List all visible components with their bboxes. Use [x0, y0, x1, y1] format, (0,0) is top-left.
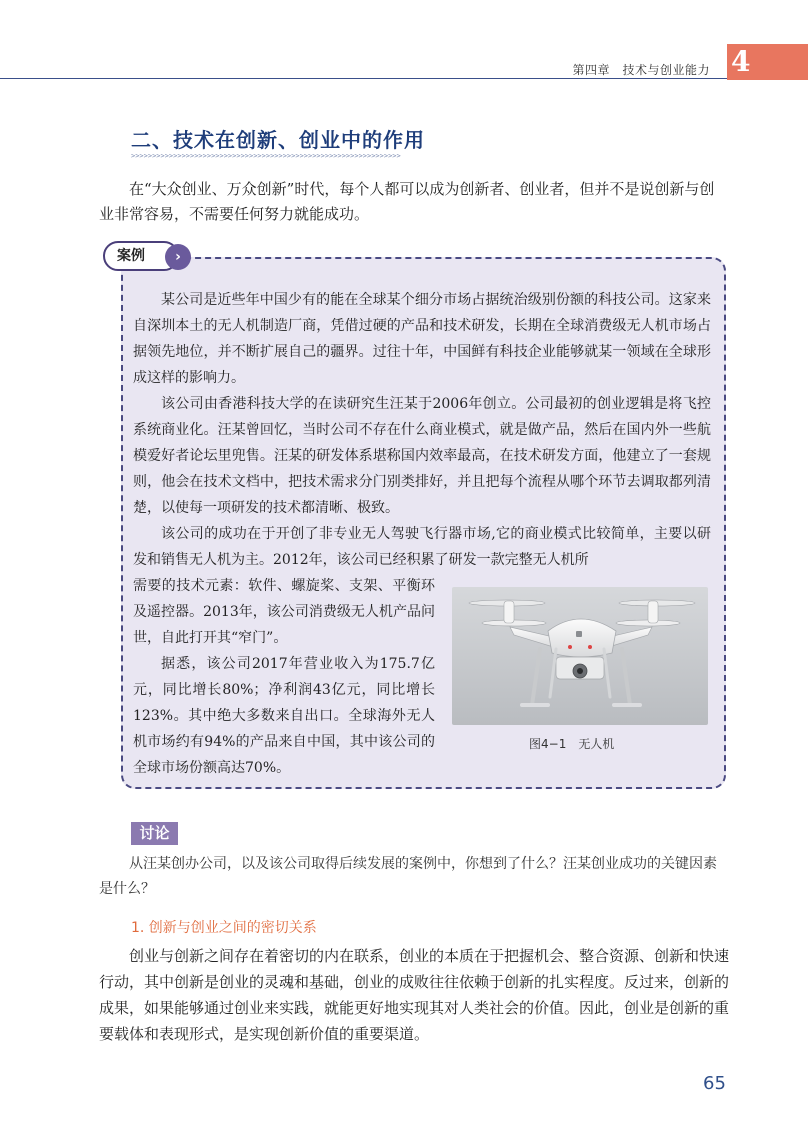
intro-paragraph: 在“大众创业、万众创新”时代，每个人都可以成为创新者、创业者，但并不是说创新与创业非常容易，不需要任何努力就能成功。: [99, 180, 715, 223]
drone-photo: [452, 587, 708, 725]
subsection-heading: 1. 创新与创业之间的密切关系: [131, 920, 317, 936]
figure-caption: 图4−1 无人机: [529, 737, 615, 751]
case-paragraph: 该公司由香港科技大学的在读研究生汪某于2006年创立。公司最初的创业逻辑是将飞控系统商业化。汪某曾回忆，当时公司不存在什么商业模式，就是做产品，然后在国内外一些航模爱好者论坛里兜售。汪某的研发体系堪称国内效率最高，在技术研发方面，他建立了一套规则，他会在技术文档中，把技术需求分门别类排好，并且把每个流程从哪个环节去调取都列清楚，以使每一项研发的技术都清晰、极致。: [133, 396, 711, 516]
title-underline-decor: >>>>>>>>>>>>>>>>>>>>>>>>>>>>>>>>>>>>>>>>>>>>>>>>>>>>>>>>>>>>>>>>: [131, 152, 401, 160]
subsection-text: 创业与创新之间存在着密切的内在联系，创业的本质在于把握机会、整合资源、创新和快速行动，其中创新是创业的灵魂和基础，创业的成败往往依赖于创新的扎实程度。反过来，创新的成果，如果能够通过创业来实践，就能更好地实现其对人类社会的价值。因此，创业是创新的重要载体和表现形式，是实现创新价值的重要渠道。: [99, 947, 730, 1043]
case-tag: [103, 241, 191, 275]
chapter-number-tab: 4: [727, 44, 808, 80]
page-number: 65: [703, 1073, 726, 1094]
case-paragraph: 需要的技术元素：软件、螺旋桨、支架、平衡环及遥控器。2013年，该公司消费级无人机产品问世，自此打开其“窄门”。: [133, 578, 435, 646]
chevron-right-icon: ›: [165, 244, 191, 270]
running-header: 第四章 技术与创业能力: [572, 63, 710, 77]
case-tag-label: 案例: [117, 248, 145, 264]
discussion-text: 从汪某创办公司，以及该公司取得后续发展的案例中，你想到了什么？汪某创业成功的关键因素是什么？: [99, 856, 717, 897]
discussion-tag: 讨论: [131, 822, 178, 845]
section-title: 二、技术在创新、创业中的作用: [131, 128, 425, 152]
case-paragraph: 该公司的成功在于开创了非专业无人驾驶飞行器市场,它的商业模式比较简单，主要以研发和销售无人机为主。2012年，该公司已经积累了研发一款完整无人机所: [133, 526, 711, 568]
case-paragraph: 据悉，该公司2017年营业收入为175.7亿元，同比增长80%；净利润43亿元，同比增长123%。其中绝大多数来自出口。全球海外无人机市场约有94%的产品来自中国，其中该公司的全球市场份额高达70%。: [133, 656, 435, 776]
header-rule: [0, 78, 727, 79]
case-paragraph: 某公司是近些年中国少有的能在全球某个细分市场占据统治级别份额的科技公司。这家来自深圳本土的无人机制造厂商，凭借过硬的产品和技术研发，长期在全球消费级无人机市场占据领先地位，并不断扩展自己的疆界。过往十年，中国鲜有科技企业能够就某一领域在全球形成这样的影响力。: [133, 292, 711, 386]
